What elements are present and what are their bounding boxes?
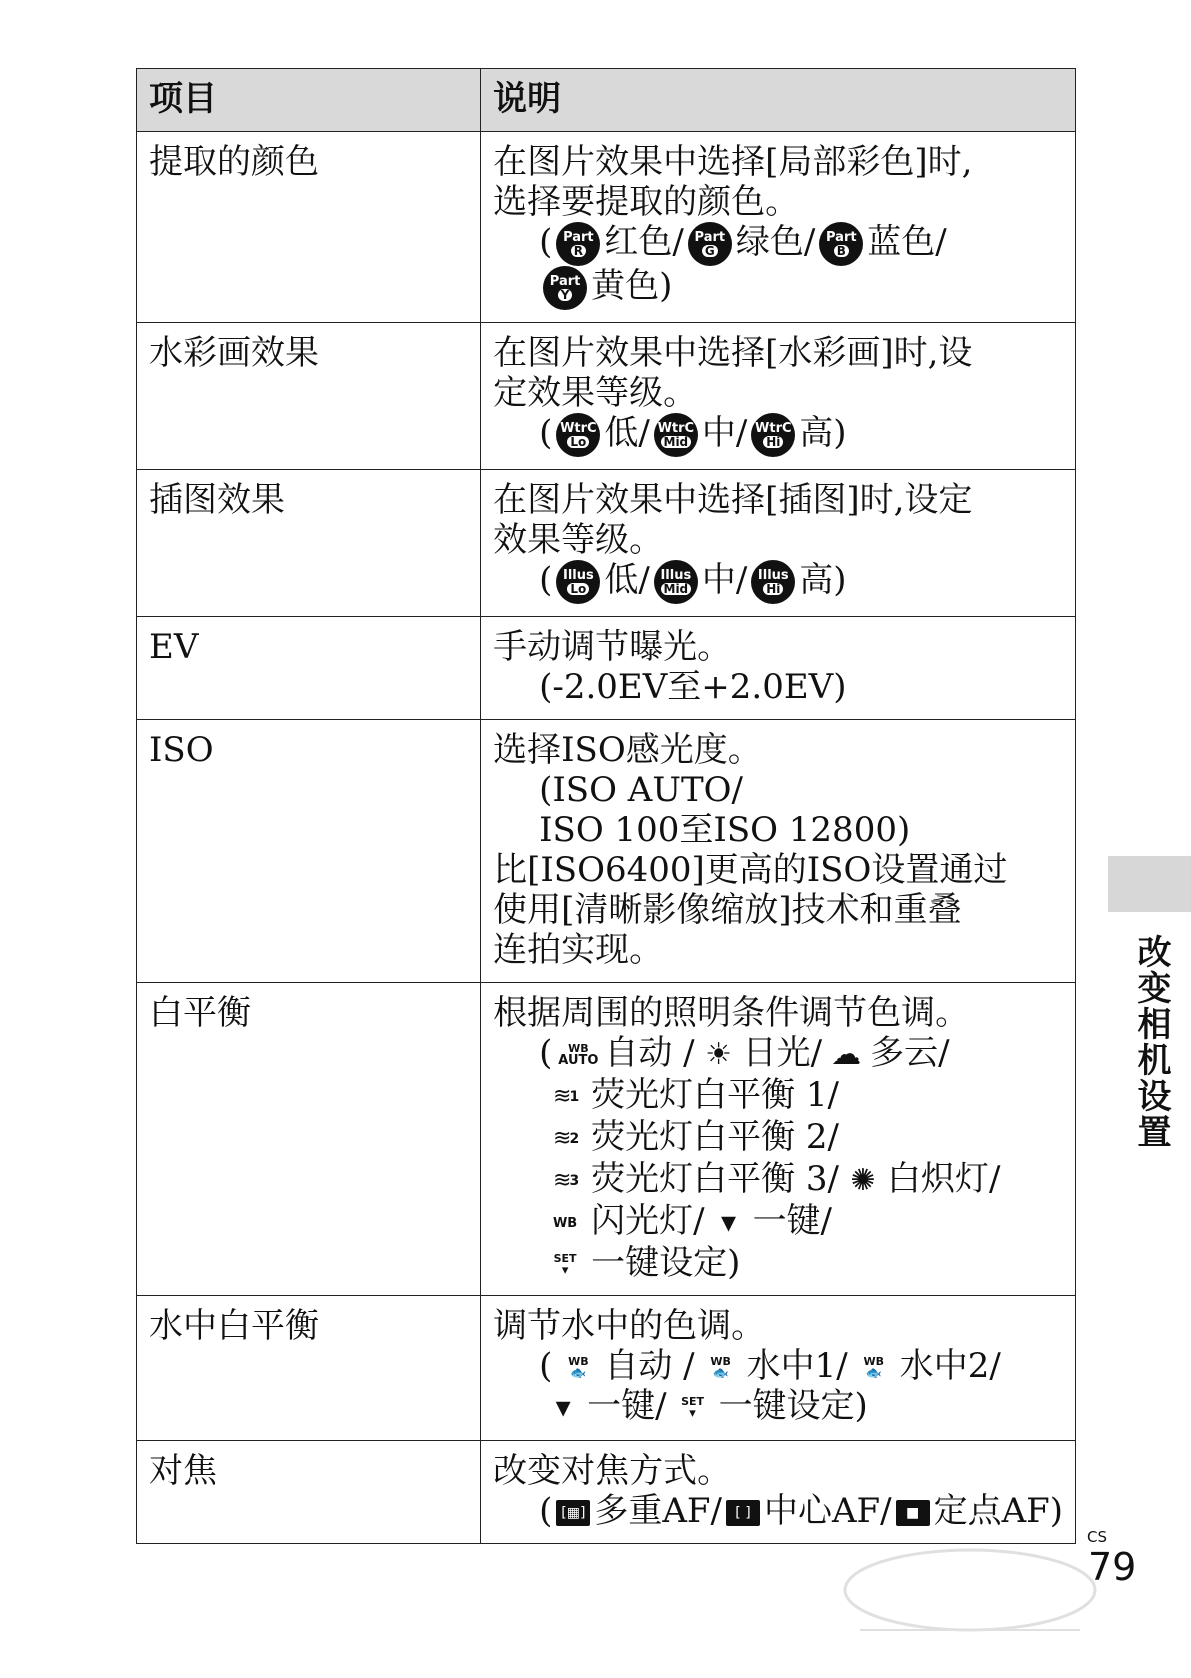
- center-af-icon: [ ]: [726, 1500, 760, 1526]
- row-desc: [481, 132, 1076, 323]
- paren: (: [539, 413, 553, 453]
- row-desc: [481, 470, 1076, 617]
- desc-icons-line: [493, 560, 1063, 604]
- table-row: [137, 983, 1076, 1296]
- option-label: 高): [799, 413, 847, 453]
- part-color-green-icon: Part G: [688, 222, 732, 266]
- watermark-logo: [840, 1535, 1100, 1655]
- one-push-set-icon: SET ▾: [553, 1252, 577, 1278]
- paren: (: [539, 560, 553, 600]
- row-item: 水彩画效果: [137, 323, 481, 470]
- part-color-blue-icon: Part B: [819, 222, 863, 266]
- desc-line: 连拍实现。: [493, 930, 664, 970]
- desc-line: 选择ISO感光度。: [493, 730, 762, 770]
- row-item: ISO: [137, 720, 481, 983]
- option-label: 荧光灯白平衡 3/: [591, 1159, 839, 1199]
- row-desc: [481, 1441, 1076, 1544]
- one-push-icon: ▾: [555, 1390, 571, 1425]
- multi-af-icon: [▦]: [556, 1500, 590, 1526]
- language-code: CS: [1087, 1528, 1107, 1546]
- option-label: 中/: [701, 560, 748, 600]
- desc-line: ISO 100至ISO 12800): [539, 810, 911, 850]
- desc-line: 在图片效果中选择[局部彩色]时,: [493, 142, 973, 182]
- section-title: 改变相机设置: [1131, 934, 1171, 1150]
- flash-wb-icon: WB: [552, 1215, 578, 1231]
- table-header-row: [137, 69, 1076, 132]
- desc-icons-line: [493, 1033, 1063, 1075]
- option-label: 定点AF): [933, 1491, 1063, 1531]
- option-label: 自动 /: [604, 1033, 695, 1073]
- table-row: [137, 720, 1076, 983]
- desc-icons-line: [493, 413, 1063, 457]
- desc-icons-line: [493, 1491, 1063, 1531]
- spot-af-icon: ■: [896, 1500, 930, 1526]
- option-label: 白炽灯/: [887, 1159, 1001, 1199]
- paren: (: [539, 222, 553, 262]
- watercolor-hi-icon: WtrC Hi: [751, 413, 795, 457]
- row-item: 提取的颜色: [137, 132, 481, 323]
- option-label: 多云/: [870, 1033, 950, 1073]
- desc-icons-line: [493, 1201, 1063, 1243]
- underwater-2-icon: WB 🐟: [863, 1355, 884, 1381]
- table-row: [137, 470, 1076, 617]
- desc-line: 定效果等级。: [493, 373, 698, 413]
- desc-icons-line: [493, 1117, 1063, 1159]
- section-tab: [1108, 856, 1191, 912]
- part-color-red-icon: Part R: [556, 222, 600, 266]
- desc-icons-line: [493, 1075, 1063, 1117]
- paren: (: [539, 1346, 553, 1386]
- desc-line: 效果等级。: [493, 520, 664, 560]
- option-label: 水中2/: [899, 1346, 1001, 1386]
- desc-line: 在图片效果中选择[水彩画]时,设: [493, 333, 973, 373]
- option-label: 一键设定): [718, 1386, 868, 1426]
- desc-line: 根据周围的照明条件调节色调。: [493, 993, 970, 1033]
- row-desc: [481, 323, 1076, 470]
- option-label: 低/: [604, 560, 650, 600]
- watercolor-mid-icon: WtrC Mid: [654, 413, 698, 457]
- settings-table: [136, 68, 1076, 1544]
- option-label: 荧光灯白平衡 2/: [591, 1117, 839, 1157]
- row-item: 水中白平衡: [137, 1296, 481, 1441]
- option-label: 黄色): [591, 266, 673, 306]
- table-row: [137, 132, 1076, 323]
- desc-line: 在图片效果中选择[插图]时,设定: [493, 480, 973, 520]
- desc-icons-line: [493, 1243, 1063, 1283]
- desc-icons-line: [493, 1346, 1063, 1386]
- option-label: 中/: [701, 413, 748, 453]
- header-item: 项目: [137, 69, 481, 132]
- row-desc: [481, 617, 1076, 720]
- paren: (: [539, 1491, 553, 1531]
- illustration-lo-icon: Illus Lo: [556, 560, 600, 604]
- one-push-icon: ▾: [721, 1205, 737, 1240]
- cloudy-icon: ☁: [831, 1037, 862, 1072]
- option-label: 荧光灯白平衡 1/: [591, 1075, 839, 1115]
- option-label: 一键设定): [591, 1243, 741, 1283]
- underwater-auto-icon: WB 🐟: [568, 1355, 589, 1381]
- desc-line: (ISO AUTO/: [539, 770, 743, 810]
- desc-icons-line: [493, 1386, 1063, 1428]
- row-desc: [481, 1296, 1076, 1441]
- desc-line: 选择要提取的颜色。: [493, 182, 800, 222]
- underwater-1-icon: WB 🐟: [710, 1355, 731, 1381]
- option-label: 日光/: [742, 1033, 823, 1073]
- desc-line: 比[ISO6400]更高的ISO设置通过: [493, 850, 1008, 890]
- option-label: 中心AF/: [763, 1491, 892, 1531]
- desc-line: 使用[清晰影像缩放]技术和重叠: [493, 890, 962, 930]
- option-label: 多重AF/: [594, 1491, 722, 1531]
- row-item: 白平衡: [137, 983, 481, 1296]
- illustration-mid-icon: Illus Mid: [654, 560, 698, 604]
- option-label: 绿色/: [735, 222, 816, 262]
- illustration-hi-icon: Illus Hi: [751, 560, 795, 604]
- fluorescent-1-icon: ≋ 1: [553, 1084, 578, 1109]
- watercolor-lo-icon: WtrC Lo: [556, 413, 600, 457]
- header-desc: 说明: [481, 69, 1076, 132]
- desc-line: 调节水中的色调。: [493, 1306, 766, 1346]
- option-label: 红色/: [604, 222, 684, 262]
- fluorescent-2-icon: ≋ 2: [553, 1126, 578, 1151]
- desc-line: 手动调节曝光。: [493, 627, 732, 667]
- option-label: 自动 /: [604, 1346, 695, 1386]
- option-label: 一键/: [587, 1386, 667, 1426]
- option-label: 水中1/: [746, 1346, 848, 1386]
- table-row: [137, 1441, 1076, 1544]
- part-color-yellow-icon: Part Y: [543, 266, 587, 310]
- table-row: [137, 617, 1076, 720]
- incandescent-bulb-icon: ✺: [850, 1163, 876, 1198]
- desc-line: (-2.0EV至+2.0EV): [539, 667, 847, 707]
- fluorescent-3-icon: ≋ 3: [553, 1168, 578, 1193]
- option-label: 低/: [604, 413, 650, 453]
- row-item: 插图效果: [137, 470, 481, 617]
- daylight-sun-icon: ☀: [705, 1037, 733, 1072]
- option-label: 一键/: [752, 1201, 833, 1241]
- paren: (: [539, 1033, 553, 1073]
- desc-icons-line: [493, 266, 1063, 310]
- page-number: 79: [1088, 1545, 1137, 1589]
- row-desc: [481, 720, 1076, 983]
- option-label: 高): [799, 560, 847, 600]
- row-item: EV: [137, 617, 481, 720]
- table-row: [137, 1296, 1076, 1441]
- wb-auto-icon: WB AUTO: [558, 1042, 599, 1068]
- row-item: 对焦: [137, 1441, 481, 1544]
- desc-line: 改变对焦方式。: [493, 1451, 732, 1491]
- option-label: 蓝色/: [867, 222, 947, 262]
- desc-icons-line: [493, 1159, 1063, 1201]
- one-push-set-icon: SET ▾: [681, 1395, 705, 1421]
- option-label: 闪光灯/: [591, 1201, 705, 1241]
- desc-icons-line: [493, 222, 1063, 266]
- row-desc: [481, 983, 1076, 1296]
- table-row: [137, 323, 1076, 470]
